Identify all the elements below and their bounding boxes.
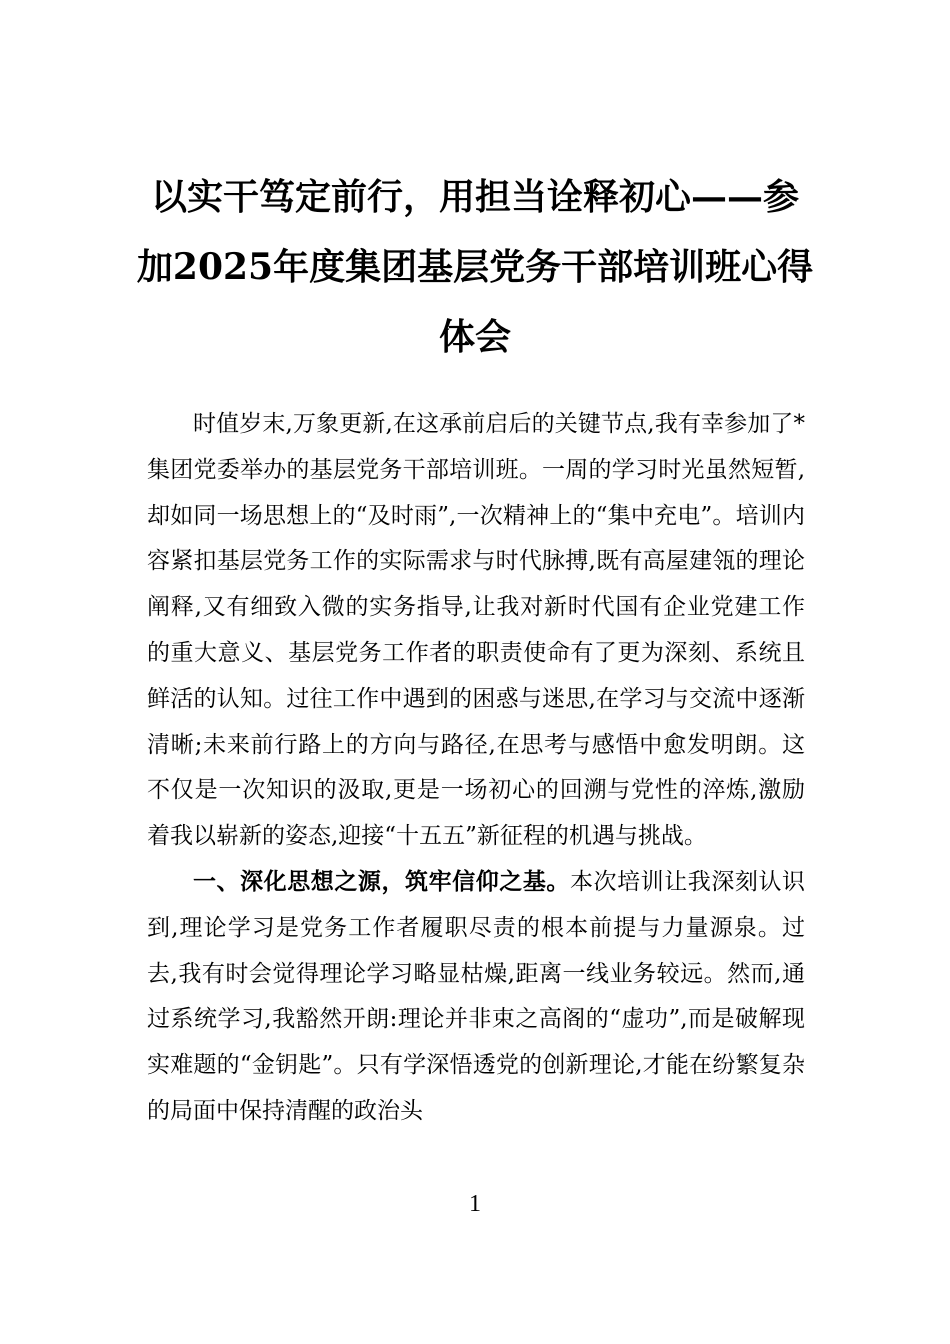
- section-heading: 一、深化思想之源，筑牢信仰之基。: [193, 868, 570, 895]
- title-line: 加2025年度集团基层党务干部培训班心得: [136, 246, 814, 288]
- title-line: 体会: [438, 316, 511, 358]
- document-title: [130, 162, 820, 372]
- body-paragraph: [147, 860, 805, 1135]
- section-text: 本次培训让我深刻认识到,理论学习是党务工作者履职尽责的根本前提与力量源泉。过去,我有时会觉得理论学习略显枯燥,距离一线业务较远。然而,通过系统学习,我豁然开朗:理论并非束之高阁的“虚功”,而是破解现实难题的“金钥匙”。只有学深悟透党的创新理论,才能在纷繁复杂的局面中保持清醒的政治头: [147, 868, 806, 1124]
- title-line: 以实干笃定前行，用担当诠释初心——参: [150, 176, 799, 218]
- page-number: 1: [469, 1191, 481, 1217]
- body-paragraph: 时值岁末,万象更新,在这承前启后的关键节点,我有幸参加了*集团党委举办的基层党务干部培训班。一周的学习时光虽然短暂,却如同一场思想上的“及时雨”,一次精神上的“集中充电”。培训内容紧扣基层党务工作的实际需求与时代脉搏,既有高屋建瓴的理论阐释,又有细致入微的实务指导,让我对新时代国有企业党建工作的重大意义、基层党务工作者的职责使命有了更为深刻、系统且鲜活的认知。过往工作中遇到的困惑与迷思,在学习与交流中逐渐清晰;未来前行路上的方向与路径,在思考与感悟中愈发明朗。这不仅是一次知识的汲取,更是一场初心的回溯与党性的淬炼,激励着我以崭新的姿态,迎接“十五五”新征程的机遇与挑战。: [147, 411, 805, 850]
- document-body: [147, 402, 805, 1135]
